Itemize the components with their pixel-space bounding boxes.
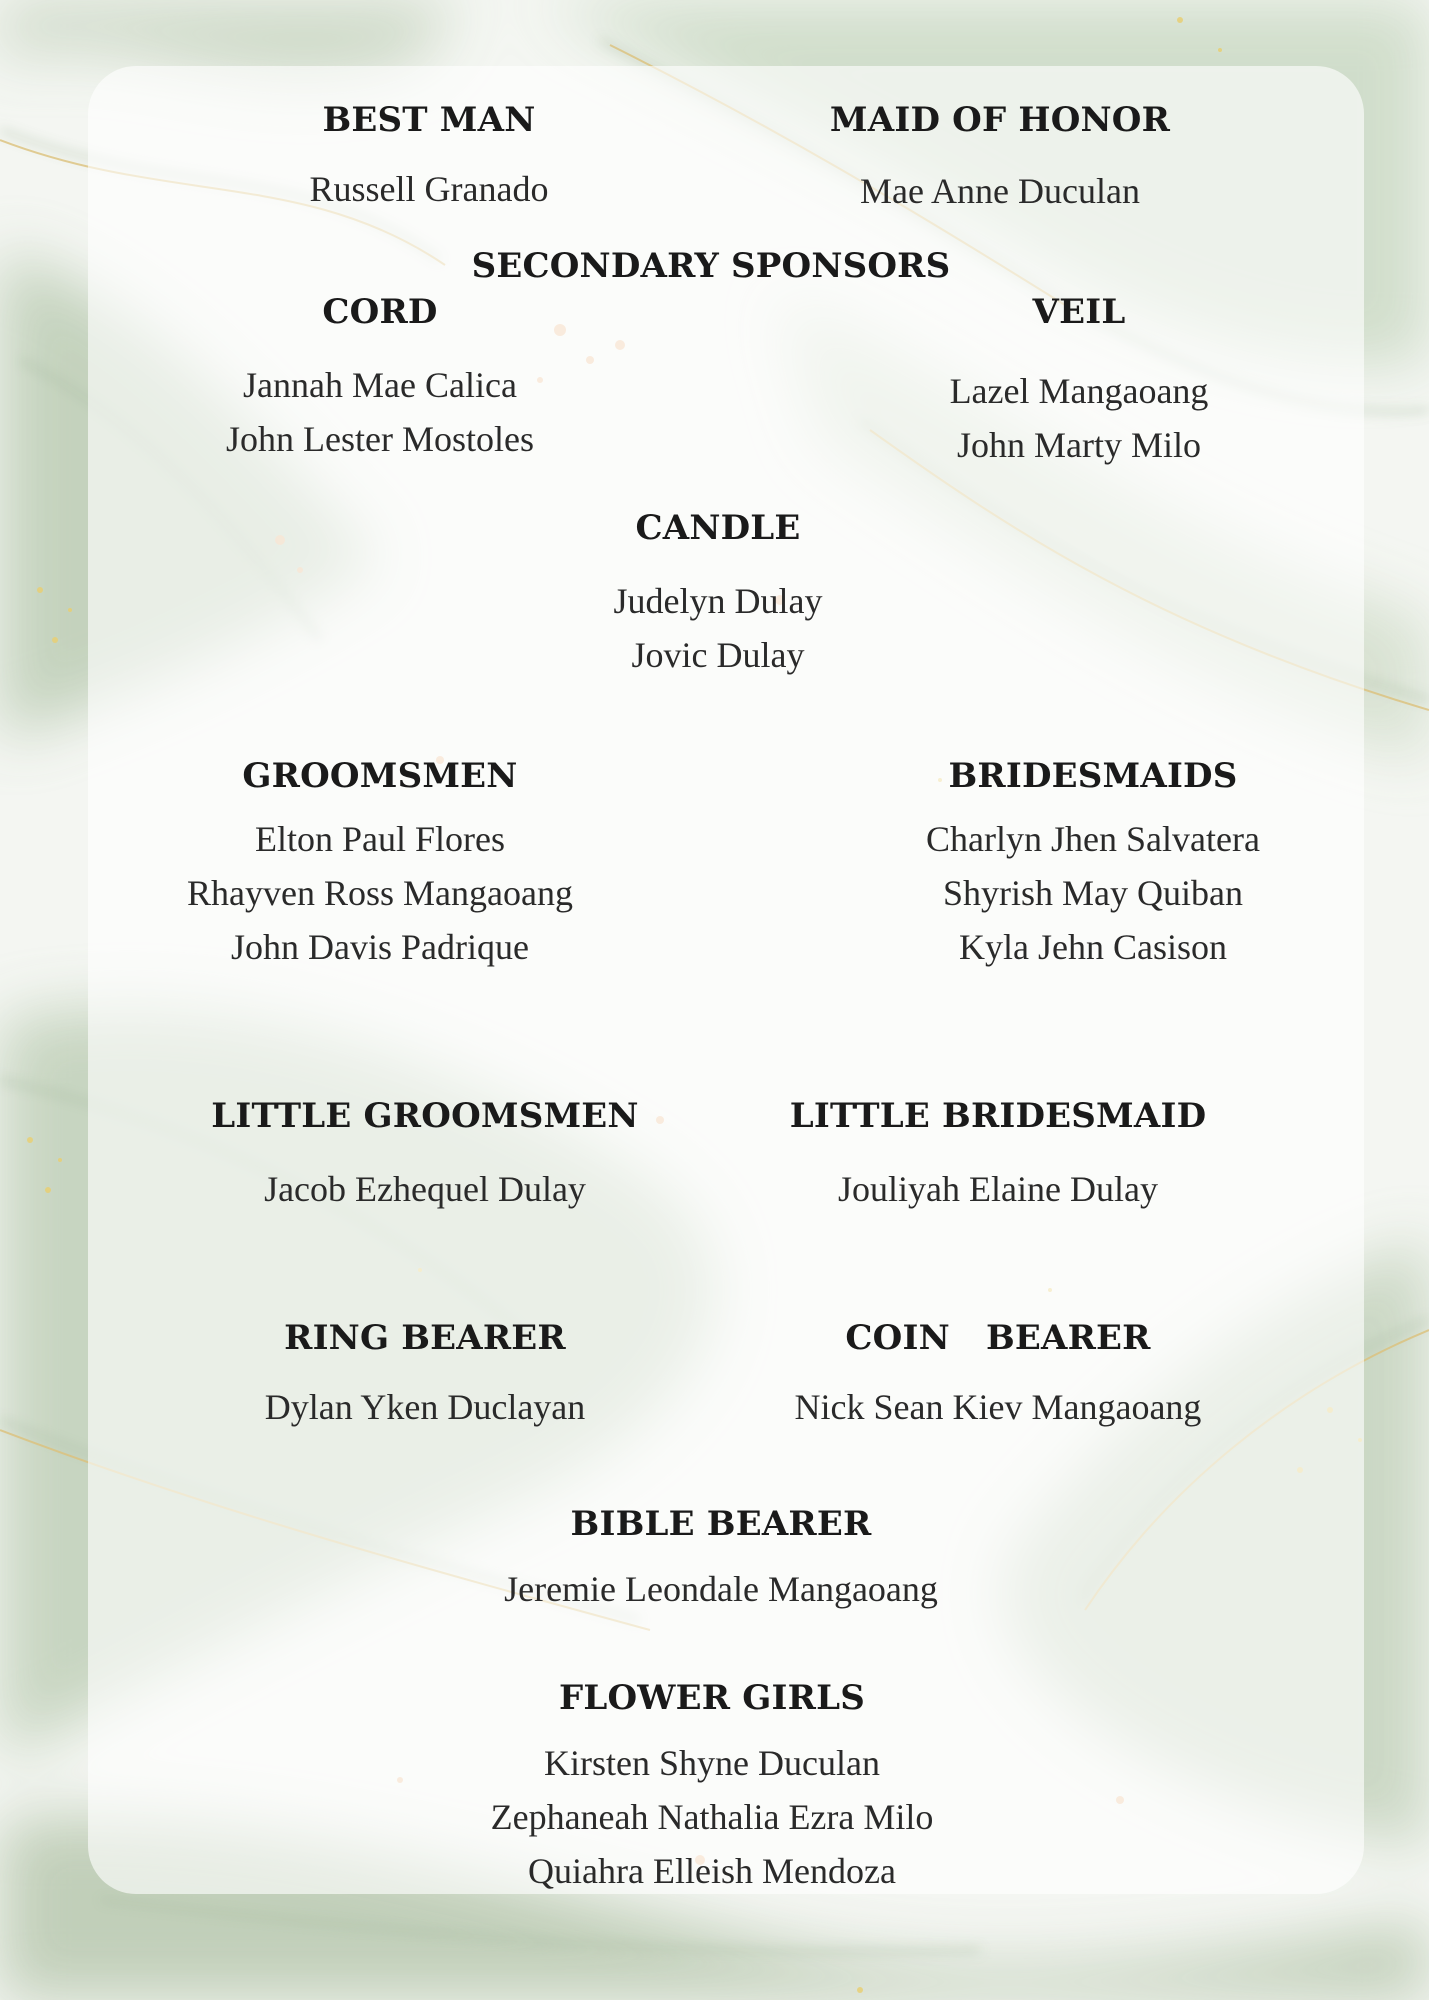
- secondary-sponsors-heading: SECONDARY SPONSORS: [471, 246, 951, 286]
- candle-name: Jovic Dulay: [631, 635, 805, 675]
- ring-bearer-name: Dylan Yken Duclayan: [264, 1387, 586, 1427]
- cord-heading: CORD: [322, 292, 438, 332]
- bible-bearer-heading: BIBLE BEARER: [570, 1504, 872, 1544]
- bridesmaids-heading: BRIDESMAIDS: [948, 756, 1238, 796]
- maid-of-honor-section: [830, 100, 1170, 218]
- cord-name: Jannah Mae Calica: [243, 365, 517, 405]
- cord-section: [226, 292, 534, 466]
- veil-name: Lazel Mangaoang: [949, 371, 1209, 411]
- secondary-sponsors-heading-block: [472, 246, 951, 286]
- candle-name: Judelyn Dulay: [613, 581, 823, 621]
- flower-girls-name: Quiahra Elleish Mendoza: [528, 1851, 896, 1891]
- little-bridesmaid-heading: LITTLE BRIDESMAID: [789, 1096, 1207, 1136]
- veil-name: John Marty Milo: [956, 425, 1201, 465]
- veil-section: [950, 292, 1209, 472]
- little-bridesmaid-section: [790, 1096, 1207, 1216]
- flower-girls-heading: FLOWER GIRLS: [559, 1678, 865, 1718]
- flower-girls-name: Zephaneah Nathalia Ezra Milo: [490, 1797, 934, 1837]
- coin-bearer-name: Nick Sean Kiev Mangaoang: [794, 1387, 1202, 1427]
- little-bridesmaid-name: Jouliyah Elaine Dulay: [838, 1169, 1158, 1209]
- bridesmaids-name: Shyrish May Quiban: [943, 873, 1243, 913]
- little-groomsmen-name: Jacob Ezhequel Dulay: [264, 1169, 586, 1209]
- best-man-name: Russell Granado: [309, 169, 549, 209]
- bridesmaids-name: Kyla Jehn Casison: [959, 927, 1227, 967]
- groomsmen-name: Rhayven Ross Mangaoang: [187, 873, 573, 913]
- candle-heading: CANDLE: [635, 508, 801, 548]
- coin-bearer-section: [795, 1318, 1202, 1434]
- maid-of-honor-name: Mae Anne Duculan: [860, 171, 1140, 211]
- little-groomsmen-section: [211, 1096, 638, 1216]
- ring-bearer-heading: RING BEARER: [284, 1318, 566, 1358]
- bible-bearer-name: Jeremie Leondale Mangaoang: [504, 1569, 938, 1609]
- flower-girls-section: [491, 1678, 934, 1898]
- ring-bearer-section: [265, 1318, 586, 1434]
- little-groomsmen-heading: LITTLE GROOMSMEN: [211, 1096, 639, 1136]
- flower-girls-name: Kirsten Shyne Duculan: [544, 1743, 880, 1783]
- candle-section: [614, 508, 823, 682]
- best-man-heading: BEST MAN: [322, 100, 536, 140]
- groomsmen-section: [187, 756, 573, 974]
- coin-bearer-heading: COIN BEARER: [845, 1318, 1151, 1358]
- best-man-section: [310, 100, 549, 216]
- maid-of-honor-heading: MAID OF HONOR: [829, 100, 1171, 140]
- bridesmaids-name: Charlyn Jhen Salvatera: [926, 819, 1260, 859]
- cord-name: John Lester Mostoles: [226, 419, 534, 459]
- bridesmaids-section: [926, 756, 1260, 974]
- veil-heading: VEIL: [1032, 292, 1126, 332]
- bible-bearer-section: [504, 1504, 938, 1616]
- groomsmen-heading: GROOMSMEN: [242, 756, 518, 796]
- groomsmen-name: John Davis Padrique: [231, 927, 529, 967]
- groomsmen-name: Elton Paul Flores: [254, 819, 505, 859]
